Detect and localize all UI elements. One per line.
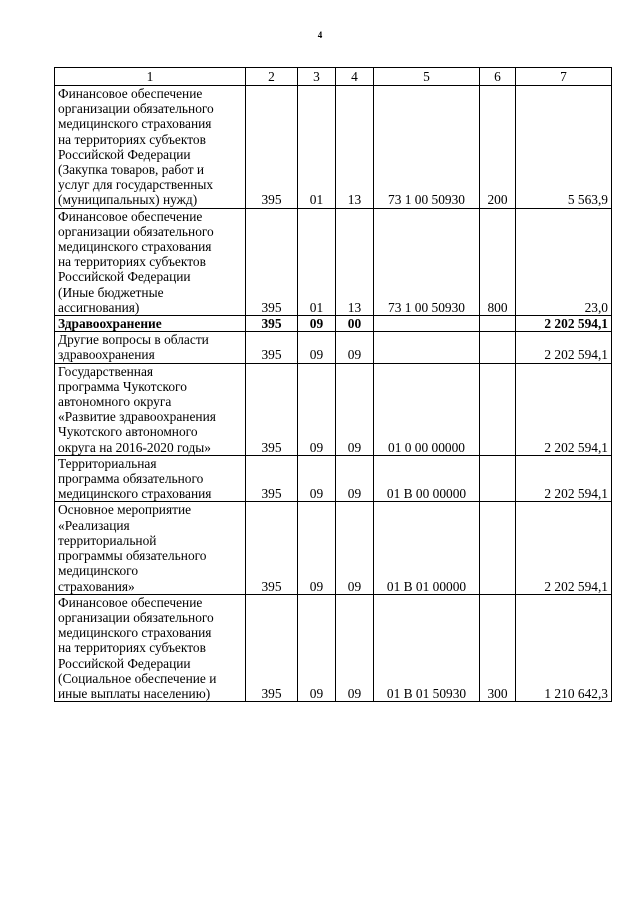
description-line: Российской Федерации [58,146,191,162]
amount-cell: 2 202 594,1 [516,332,612,363]
header-row [55,68,612,86]
section-code-cell: 01 [298,208,336,315]
description-line: Чукотского автономного [58,424,198,440]
description-line: «Развитие здравоохранения [58,409,216,425]
row-description [55,455,246,502]
description-line: медицинского [58,563,139,579]
table-row [55,86,612,209]
subsection-code-cell: 09 [336,502,374,594]
description-line: на территориях субъектов [58,254,206,270]
header-cell: 1 [55,68,246,86]
amount-cell: 23,0 [516,208,612,315]
description-line: страхования» [58,578,135,594]
subsection-code-cell: 09 [336,455,374,502]
description-line: услуг для государственных [58,177,214,193]
description-line: Финансовое обеспечение [58,208,203,224]
target-article-code-cell: 01 0 00 00000 [374,363,480,455]
amount-cell: 1 210 642,3 [516,594,612,701]
target-article-code-cell: 01 В 00 00000 [374,455,480,502]
description-line: иные выплаты населению) [58,685,211,701]
description-line: программа обязательного [58,471,204,487]
amount-cell: 2 202 594,1 [516,455,612,502]
description-line: территориальной [58,532,157,548]
header-cell: 4 [336,68,374,86]
row-description [55,594,246,701]
description-line: медицинского страхования [58,116,212,132]
row-description [55,208,246,315]
ministry-code-cell: 395 [246,455,298,502]
table-row [55,455,612,502]
amount-cell: 5 563,9 [516,86,612,209]
subsection-code-cell: 13 [336,86,374,209]
target-article-code-cell: 01 В 01 00000 [374,502,480,594]
ministry-code-cell: 395 [246,208,298,315]
table-row [55,316,612,332]
description-line: Российской Федерации [58,655,191,671]
description-line: (Иные бюджетные [58,284,164,300]
row-description [55,316,246,332]
target-article-code-cell [374,332,480,363]
ministry-code-cell: 395 [246,594,298,701]
expense-type-code-cell [480,455,516,502]
description-line: Территориальная [58,455,157,471]
table-row [55,332,612,363]
amount-cell: 2 202 594,1 [516,502,612,594]
subsection-code-cell: 09 [336,363,374,455]
ministry-code-cell: 395 [246,502,298,594]
section-code-cell: 09 [298,316,336,332]
description-line: Другие вопросы в области [58,332,209,348]
description-line: (Социальное обеспечение и [58,670,217,686]
section-code-cell: 09 [298,332,336,363]
description-line: Основное мероприятие [58,502,192,518]
subsection-code-cell: 00 [336,316,374,332]
header-cell: 6 [480,68,516,86]
ministry-code-cell: 395 [246,332,298,363]
ministry-code-cell: 395 [246,316,298,332]
description-line: на территориях субъектов [58,131,206,147]
description-line: медицинского страхования [58,625,212,641]
subsection-code-cell: 09 [336,594,374,701]
target-article-code-cell: 73 1 00 50930 [374,208,480,315]
description-line: Финансовое обеспечение [58,86,203,101]
description-line: на территориях субъектов [58,640,206,656]
target-article-code-cell [374,316,480,332]
budget-table [54,67,612,702]
table-row [55,594,612,701]
expense-type-code-cell: 200 [480,86,516,209]
expense-type-code-cell [480,363,516,455]
row-description [55,363,246,455]
expense-type-code-cell [480,502,516,594]
description-line: «Реализация [58,517,130,533]
description-line: автономного округа [58,394,172,410]
description-line: здравоохранения [58,347,155,363]
description-line: ассигнования) [58,299,140,315]
section-code-cell: 09 [298,594,336,701]
ministry-code-cell: 395 [246,86,298,209]
description-line: медицинского страхования [58,486,212,502]
header-cell: 7 [516,68,612,86]
amount-cell: 2 202 594,1 [516,316,612,332]
description-line: (муниципальных) нужд) [58,192,198,208]
description-line: программа Чукотского [58,378,187,394]
header-cell: 3 [298,68,336,86]
description-line: организации обязательного [58,609,214,625]
expense-type-code-cell: 800 [480,208,516,315]
table-row [55,502,612,594]
section-code-cell: 09 [298,455,336,502]
description-line: округа на 2016-2020 годы» [58,439,211,455]
description-line: Российской Федерации [58,269,191,285]
description-line: Финансовое обеспечение [58,594,203,610]
target-article-code-cell: 01 В 01 50930 [374,594,480,701]
description-line: медицинского страхования [58,239,212,255]
description-line: Государственная [58,363,154,379]
amount-cell: 2 202 594,1 [516,363,612,455]
description-line: программы обязательного [58,548,207,564]
ministry-code-cell: 395 [246,363,298,455]
row-description [55,332,246,363]
description-line: организации обязательного [58,101,214,117]
subsection-code-cell: 09 [336,332,374,363]
header-cell: 2 [246,68,298,86]
expense-type-code-cell [480,316,516,332]
table-row [55,208,612,315]
section-code-cell: 09 [298,363,336,455]
section-code-cell: 01 [298,86,336,209]
page-number: 4 [317,30,323,40]
subsection-code-cell: 13 [336,208,374,315]
expense-type-code-cell: 300 [480,594,516,701]
description-line: (Закупка товаров, работ и [58,162,205,178]
description-line: организации обязательного [58,223,214,239]
header-cell: 5 [374,68,480,86]
table-body [55,68,612,702]
row-description [55,86,246,209]
target-article-code-cell: 73 1 00 50930 [374,86,480,209]
expense-type-code-cell [480,332,516,363]
table-row [55,363,612,455]
description-line: Здравоохранение [58,316,162,332]
section-code-cell: 09 [298,502,336,594]
row-description [55,502,246,594]
